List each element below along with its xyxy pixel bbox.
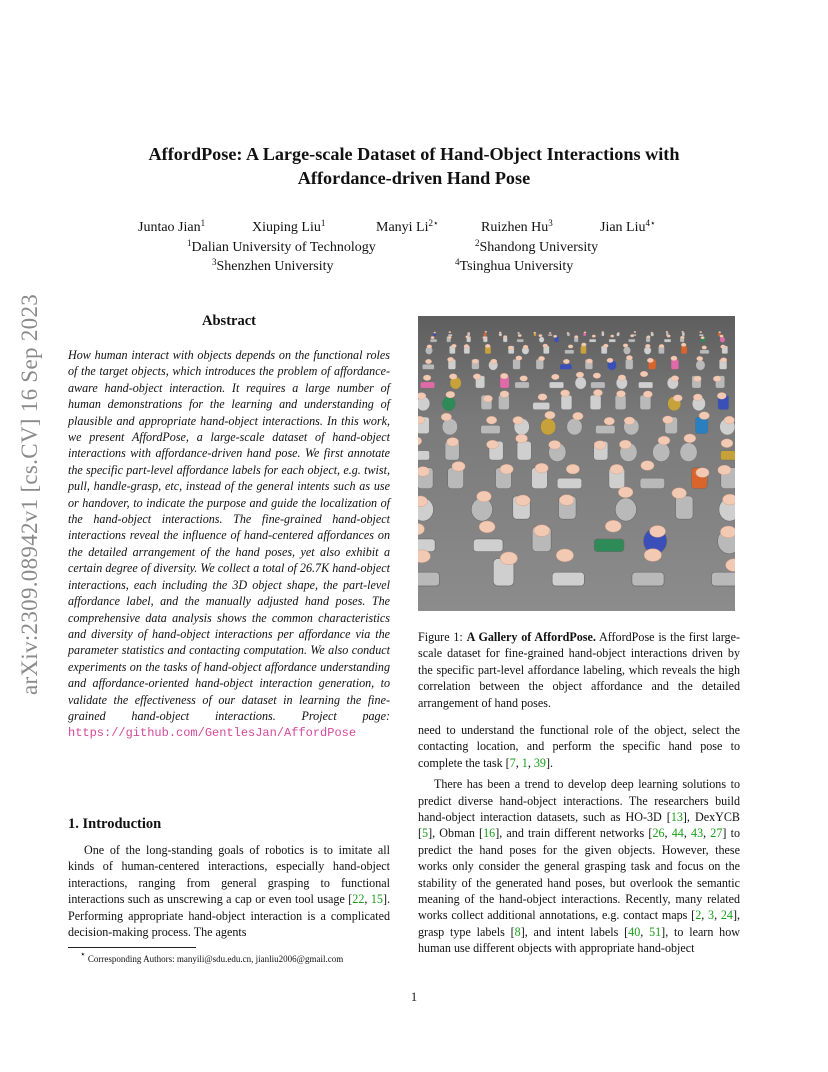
hand-shape [534, 525, 550, 537]
affiliation-1: $^1$Dalian University of Technology [187, 238, 376, 255]
hand-shape [423, 375, 431, 381]
hand-shape [499, 332, 501, 334]
hand-shape [468, 332, 470, 334]
citation[interactable]: 39 [533, 755, 546, 770]
citation[interactable]: 40 [628, 924, 641, 939]
hand-shape [619, 440, 631, 449]
citation[interactable]: 22 [352, 892, 365, 907]
citation[interactable]: 16 [483, 826, 496, 841]
abstract-text: How human interact with objects depends on the functional roles of the target objects, which introduces the problem of affordance-aware hand-object interaction. It requires a large number of human demonstrations for the learning and understanding of plausible and appropriate hand-object interactions. In this work, we present AffordPose, a large-scale dataset of hand-object interactions with affordance-driven hand pose. We first annotate the specific part-level affordance labels for each object, e.g. twist, pull, handle-grasp, etc, instead of the general intents such as use or handover, to indicate the purpose and guide the localization of the hand-object interactions. The fine-grained hand-object interactions reveal the influence of hand-centered affordances on the detailed arrangement of the hand poses, yet also exhibit a certain degree of diversity. We collect a total of 26.7K hand-object interactions, each including the 3D object shape, the part-level affordance label, and the manually adjusted hand poses. The comprehensive data analysis shows the common characteristics and diversity of hand-object interactions per affordance via the parameter statistics and contacting computation. We also conduct experiments on the tasks of hand-object affordance understanding and affordance-oriented hand-object interaction generation, to validate the effectiveness of our dataset in learning the fine-grained hand-object interactions. Project page: [68, 348, 390, 723]
gallery-object [503, 335, 507, 342]
gallery-object [594, 441, 608, 460]
hand-shape [479, 521, 495, 533]
gallery-object [609, 464, 625, 488]
gallery-object [717, 392, 729, 409]
gallery-object [559, 495, 576, 520]
render-floor [418, 316, 735, 611]
author-4: Ruizhen Hu$^3$ [481, 218, 553, 235]
hand-shape [644, 549, 661, 562]
hand-shape [717, 392, 726, 399]
gallery-render [418, 316, 735, 611]
hand-shape [693, 394, 702, 401]
citation[interactable]: 27 [710, 826, 723, 841]
gallery-object [498, 391, 509, 410]
hand-shape [472, 359, 478, 364]
hand-shape [434, 332, 436, 334]
hand-shape [573, 412, 584, 420]
hand-shape [473, 374, 481, 380]
hand-shape [593, 373, 601, 379]
hand-shape [448, 336, 452, 339]
hand-shape [616, 390, 625, 397]
author-2: Xiuping Liu$^1$ [252, 218, 326, 235]
gallery-object [681, 343, 687, 354]
hand-shape [610, 464, 623, 474]
hand-shape [513, 416, 524, 424]
hand-shape [671, 376, 679, 382]
gallery-object [500, 373, 509, 388]
footnote-corresponding-authors: ⋆ Corresponding Authors: manyili@sdu.edu.cn, jianliu2006@gmail.com [80, 949, 344, 964]
hand-shape [721, 439, 733, 448]
hand-shape [718, 465, 731, 475]
hand-shape [720, 335, 724, 338]
hand-shape [647, 335, 651, 338]
hand-shape [658, 436, 670, 445]
hand-shape [618, 487, 633, 498]
hand-shape [485, 344, 490, 348]
gallery-object [481, 395, 493, 410]
gallery-object [508, 346, 514, 354]
hand-shape [681, 331, 683, 333]
gallery-object [496, 464, 514, 488]
hand-shape [696, 468, 709, 478]
hand-shape [449, 331, 451, 333]
hand-shape [604, 417, 615, 425]
affiliation-3: $^3$Shenzhen University [212, 257, 334, 274]
hand-shape [516, 495, 531, 506]
hand-shape [549, 332, 551, 334]
abstract-body [68, 347, 390, 742]
hand-shape [576, 372, 584, 378]
abstract-heading: Abstract [202, 313, 256, 329]
hand-shape [667, 335, 671, 338]
citation[interactable]: 15 [370, 892, 383, 907]
hand-shape [640, 371, 648, 377]
author-1: Juntao Jian$^1$ [138, 218, 206, 235]
arxiv-sidebar-stamp: arXiv:2309.08942v1 [cs.CV] 16 Sep 2023 [17, 293, 42, 695]
hand-shape [508, 346, 513, 350]
intro-paragraph-1: One of the long-standing goals of robotics is to imitate all kinds of human-centered interactions, especially hand-object interactions, ranging from general grasping to functional interactions such as unscrewing a cap or even tool usage [22, 15]. Performing appropriate hand-object interaction is a complicated decision-making process. The agents [68, 843, 390, 940]
hand-shape [720, 358, 726, 363]
hand-shape [592, 335, 596, 338]
hand-shape [681, 343, 686, 347]
hand-shape [538, 394, 547, 401]
hand-shape [545, 411, 556, 419]
footnote-rule [68, 947, 196, 948]
gallery-object [447, 336, 452, 342]
gallery-object [445, 437, 459, 460]
gallery-object [532, 525, 551, 552]
hand-shape [418, 467, 430, 477]
hand-shape [447, 357, 453, 362]
gallery-object [616, 332, 619, 336]
affiliation-2: $^2$Shandong University [475, 238, 599, 255]
citation[interactable]: 51 [649, 924, 662, 939]
citation[interactable]: 7 [509, 755, 516, 770]
hand-shape [673, 395, 682, 402]
gallery-object [472, 359, 480, 369]
paper-title-line-1: AffordPose: A Large-scale Dataset of Hand-Object Interactions with [148, 144, 680, 164]
hand-shape [581, 343, 586, 347]
hand-shape [556, 549, 573, 562]
hand-shape [491, 359, 497, 364]
hand-shape [466, 336, 470, 339]
hand-shape [431, 336, 435, 339]
figure-1-gallery-image [418, 316, 735, 611]
hand-shape [568, 345, 573, 349]
gallery-object [680, 336, 684, 342]
citation[interactable]: 26 [652, 826, 665, 841]
hand-shape [586, 359, 592, 364]
hand-shape [694, 376, 702, 382]
hand-shape [539, 334, 543, 337]
hand-shape [452, 461, 465, 471]
gallery-object [658, 344, 664, 354]
gallery-object [467, 332, 470, 336]
section-heading-introduction: 1. Introduction [68, 816, 162, 832]
hand-shape [516, 434, 528, 443]
paper-title-line-2: Affordance-driven Hand Pose [297, 168, 531, 188]
hand-shape [663, 416, 674, 424]
hand-shape [500, 391, 509, 398]
hand-shape [713, 376, 721, 382]
hand-shape [607, 358, 613, 363]
hand-shape [634, 331, 636, 333]
gallery-object [466, 336, 471, 343]
hand-shape [427, 345, 432, 349]
hand-shape [446, 391, 455, 398]
hand-shape [538, 356, 544, 361]
hand-shape [672, 488, 687, 499]
gallery-object [625, 355, 633, 369]
hand-shape [483, 395, 492, 402]
hand-shape [624, 417, 635, 425]
gallery-object [663, 416, 678, 434]
hand-shape [566, 464, 579, 474]
citation[interactable]: 43 [691, 826, 704, 841]
gallery-object [485, 344, 491, 354]
hand-shape [543, 344, 548, 348]
gallery-object [701, 336, 706, 342]
hand-shape [574, 335, 578, 338]
citation[interactable]: 2 [695, 908, 702, 923]
hand-shape [441, 413, 452, 421]
hand-shape [602, 331, 604, 333]
hand-shape [560, 390, 569, 397]
author-3: Manyi $Li^{2⋆}$ [376, 218, 439, 235]
right-column-body: need to understand the functional role of the object, select the contacting location, and perform the specific hand pose to complete the task [7, 1, 39]. There has been a trend to develop deep learning solutions to predict diverse hand-object interactions. The researchers build hand-object interaction datasets, such as HO-3D [13], DexYCB [5], Obman [16], and train different networks [26, 44, 43, 27] to predict the hand poses for the given objects. However, these works only consider the general grasping task and focus on the stability of the generated hand poses, but overlook the semantic meaning of the hand-object interactions. Recently, many related works collect additional annotations, e.g. contact maps [2, 3, 24], grasp type labels [8], and intent labels [40, 51], to learn how human use different objects with appropriate hand-object [418, 723, 741, 956]
hand-shape [701, 336, 705, 339]
hand-shape [486, 416, 497, 424]
hand-shape [623, 344, 628, 348]
citation[interactable]: 44 [671, 826, 684, 841]
gallery-object [692, 376, 701, 388]
hand-shape [559, 495, 574, 506]
gallery-object [602, 331, 605, 336]
citation[interactable]: 3 [708, 908, 715, 923]
hand-shape [651, 332, 653, 334]
hand-shape [645, 344, 650, 348]
gallery-object [513, 495, 530, 519]
hand-shape [722, 494, 735, 505]
affiliation-4: $^4$Tsinghua University [455, 257, 574, 274]
hand-shape [553, 335, 557, 338]
hand-shape [517, 332, 519, 334]
hand-shape [720, 526, 735, 538]
gallery-object [464, 344, 470, 354]
author-5: Jian Liu$^{4⋆}$ [600, 218, 656, 235]
hand-shape [659, 344, 664, 348]
gallery-object [487, 440, 504, 460]
hand-shape [523, 345, 528, 349]
hand-shape [584, 331, 586, 333]
hand-shape [700, 331, 702, 333]
hand-shape [518, 334, 522, 337]
hand-shape [425, 359, 431, 364]
hand-shape [483, 336, 487, 339]
hand-shape [516, 356, 522, 361]
hand-shape [650, 525, 666, 537]
gallery-object [719, 358, 727, 370]
hand-shape [485, 331, 487, 333]
hand-shape [647, 358, 653, 363]
citation[interactable]: 5 [422, 826, 429, 841]
citation[interactable]: 24 [720, 908, 733, 923]
gallery-object [585, 359, 593, 370]
hand-shape [643, 391, 652, 398]
hand-shape [594, 441, 606, 450]
citation[interactable]: 8 [514, 924, 521, 939]
hand-shape [449, 374, 457, 380]
hand-shape [684, 434, 696, 443]
gallery-object [691, 468, 709, 489]
hand-shape [477, 491, 492, 502]
hand-shape [520, 376, 528, 382]
gallery-object [418, 416, 429, 434]
hand-shape [641, 461, 654, 471]
hand-shape [534, 332, 536, 334]
hand-shape [551, 374, 559, 380]
hand-shape [697, 356, 703, 361]
gallery-object [483, 336, 488, 342]
hand-shape [671, 356, 677, 361]
hand-shape [699, 412, 710, 420]
hand-shape [681, 336, 685, 339]
hand-shape [549, 440, 561, 449]
gallery-object [580, 343, 586, 354]
hand-shape [593, 389, 602, 396]
hand-shape [487, 440, 499, 449]
page-number: 1 [410, 990, 418, 1004]
gallery-object [615, 390, 626, 409]
hand-shape [605, 520, 621, 532]
hand-shape [724, 416, 735, 424]
hand-shape [500, 373, 508, 379]
hand-shape [617, 332, 619, 334]
hand-shape [626, 355, 632, 360]
hand-shape [500, 464, 513, 474]
gallery-object [574, 335, 578, 342]
hand-shape [500, 552, 517, 565]
hand-shape [702, 346, 707, 350]
figure-1-caption: Figure 1: A Gallery of AffordPose. AffordPose is the first large-scale dataset for fine-grained hand-object interactions driven by the specific part-level affordance labeling, which reveals the high correlation between the object affordance and the detailed arrangement of hand poses. [418, 630, 740, 710]
hand-shape [503, 335, 507, 338]
gallery-object [646, 335, 650, 342]
citation[interactable]: 1 [521, 755, 528, 770]
hand-shape [535, 463, 548, 473]
citation[interactable]: 13 [670, 810, 683, 825]
hand-shape [563, 359, 569, 364]
project-page-link[interactable]: https://github.com/GentlesJan/AffordPose [68, 726, 357, 741]
hand-shape [451, 344, 456, 348]
gallery-object [647, 358, 656, 369]
hand-shape [630, 334, 634, 337]
hand-shape [610, 335, 614, 338]
hand-shape [603, 344, 608, 348]
gallery-object [418, 467, 433, 489]
hand-shape [447, 437, 459, 446]
hand-shape [464, 344, 469, 348]
hand-shape [666, 331, 668, 333]
gallery-object [534, 332, 537, 336]
hand-shape [721, 345, 726, 349]
hand-shape [618, 375, 626, 381]
hand-shape [719, 331, 721, 333]
hand-shape [567, 332, 569, 334]
